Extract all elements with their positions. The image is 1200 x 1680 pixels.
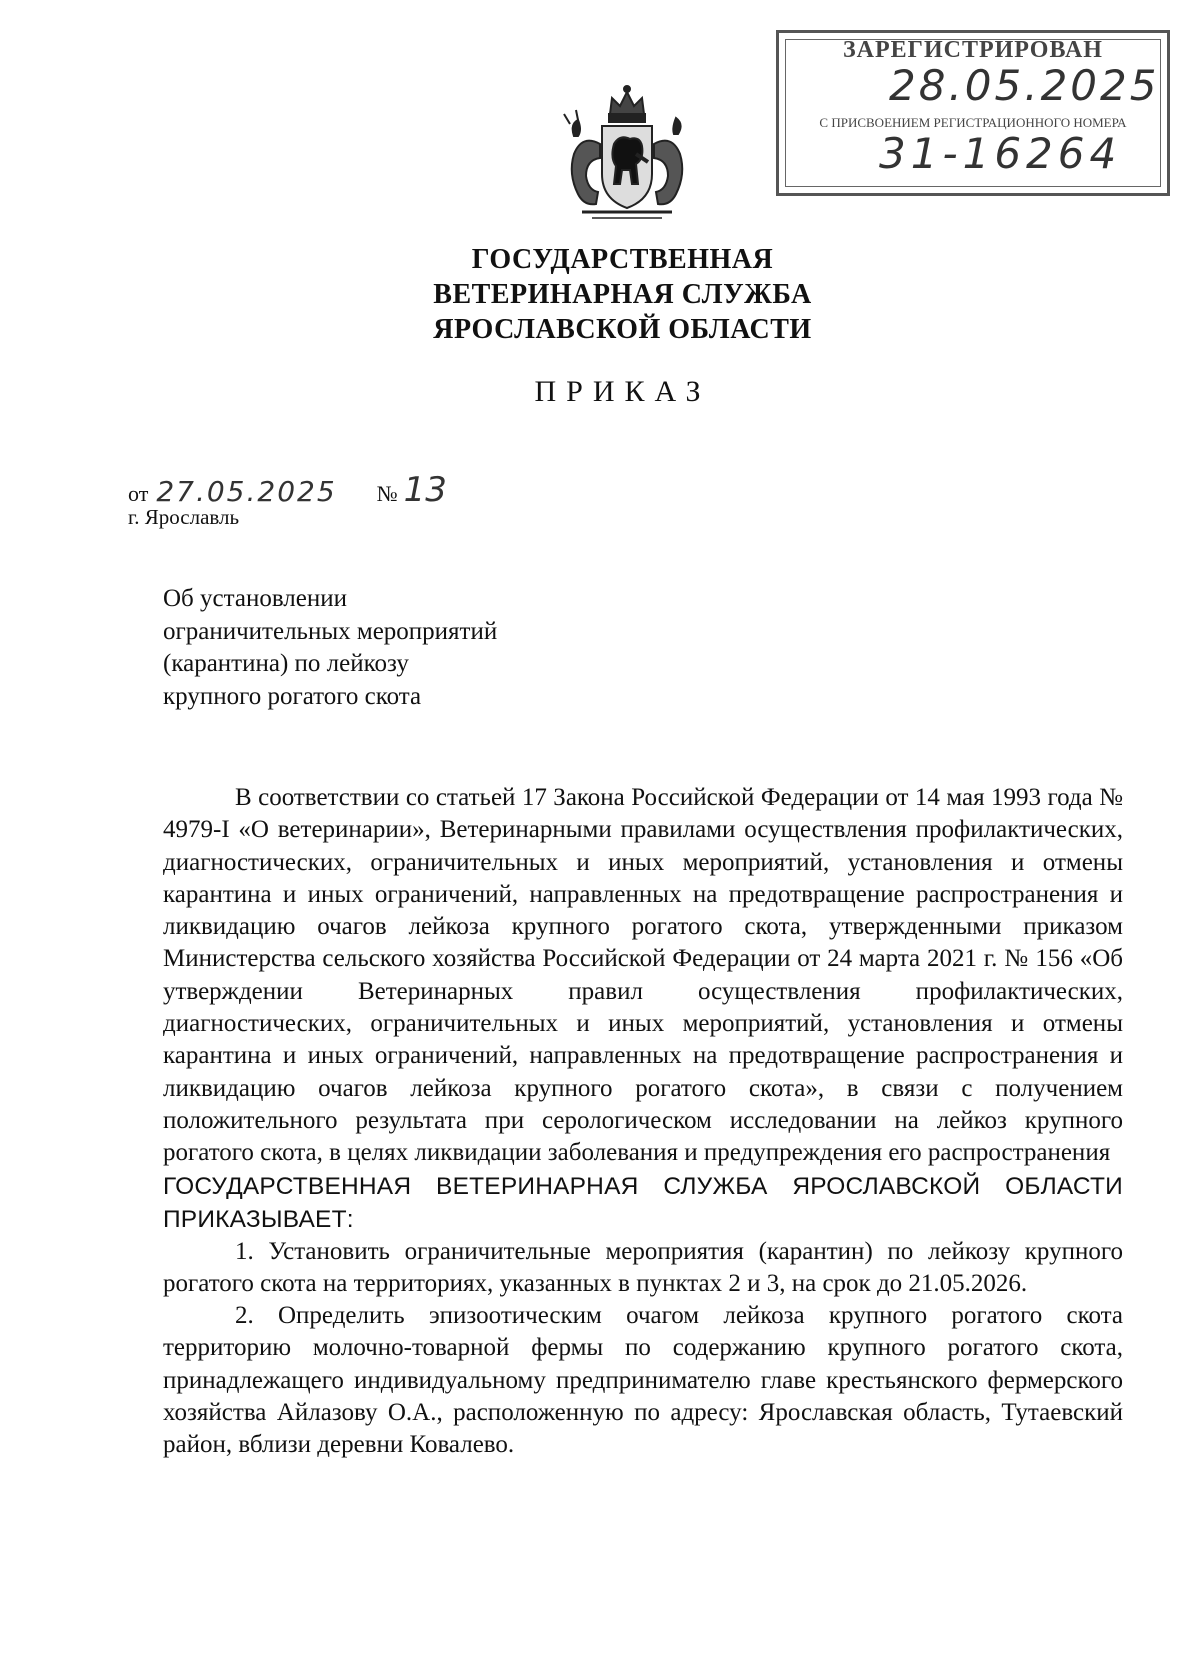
order-number: 13 (403, 470, 447, 510)
stamp-subtitle: С ПРИСВОЕНИЕМ РЕГИСТРАЦИОННОГО НОМЕРА (819, 115, 1127, 130)
coat-of-arms-icon (552, 84, 702, 224)
agency-name-line-3: ЯРОСЛАВСКОЙ ОБЛАСТИ (433, 314, 812, 345)
order-number-label: № (376, 481, 398, 506)
order-from-label: от (128, 481, 149, 506)
preamble-paragraph: В соответствии со статьей 17 Закона Российской Федерации от 14 мая 1993 года № 4979-I «О ветеринарии», Ветеринарными правилами осуществления профилактических, диагностических, ограничительных и иных мероприятий, установления и отмены карантина и иных ограничений, направленных на предотвращение распространения и ликвидацию очагов лейкоза крупного рогатого скота, утвержденными приказом Министерства сельского хозяйства Российской Федерации от 24 марта 2021 г. № 156 «Об утверждении Ветеринарных правил осуществления профилактических, диагностических, ограничительных и иных мероприятий, установления и отмены карантина и иных ограничений, направленных на предотвращение распространения и ликвидацию очагов лейкоза крупного рогатого скота», в связи с получением положительного результата при серологическом исследовании на лейкоз крупного рогатого скота, в целях ликвидации заболевания и предупреждения его распространения (163, 784, 1123, 1167)
order-item-2: 2. Определить эпизоотическим очагом лейкоза крупного рогатого скота территорию молочно-товарной фермы по содержанию крупного рогатого скота, принадлежащего индивидуальному предпринимателю главе крестьянского фермерского хозяйства Айлазову О.А., расположенную по адресу: Ярославская область, Тутаевский район, вблизи деревни Ковалево. (163, 1302, 1123, 1459)
order-item-1: 1. Установить ограничительные мероприятия (карантин) по лейкозу крупного рогатого скота на территориях, указанных в пунктах 2 и 3, на срок до 21.05.2026. (163, 1237, 1123, 1297)
subject-line-4: крупного рогатого скота (163, 682, 422, 710)
order-body (163, 782, 1123, 1462)
order-city: г. Ярославль (128, 505, 240, 529)
agency-name-line-2: ВЕТЕРИНАРНАЯ СЛУЖБА (433, 279, 812, 310)
registration-stamp (776, 30, 1170, 196)
stamp-title: ЗАРЕГИСТРИРОВАН (843, 37, 1103, 63)
stamp-registration-number: 31-16264 (879, 129, 1122, 178)
decree-paragraph: ГОСУДАРСТВЕННАЯ ВЕТЕРИНАРНАЯ СЛУЖБА ЯРОСЛАВСКОЙ ОБЛАСТИ ПРИКАЗЫВАЕТ: (163, 1172, 1123, 1233)
subject-line-3: (карантина) по лейкозу (163, 650, 409, 677)
document-type: ПРИКАЗ (534, 375, 711, 408)
order-subject (163, 583, 723, 713)
agency-name-line-1: ГОСУДАРСТВЕННАЯ (471, 244, 774, 275)
subject-line-1: Об установлении (163, 585, 348, 612)
stamp-date: 28.05.2025 (889, 61, 1160, 110)
order-date: 27.05.2025 (156, 475, 337, 508)
agency-name (300, 242, 945, 347)
order-date-number-line (128, 470, 447, 510)
subject-line-2: ограничительных мероприятий (163, 617, 498, 645)
